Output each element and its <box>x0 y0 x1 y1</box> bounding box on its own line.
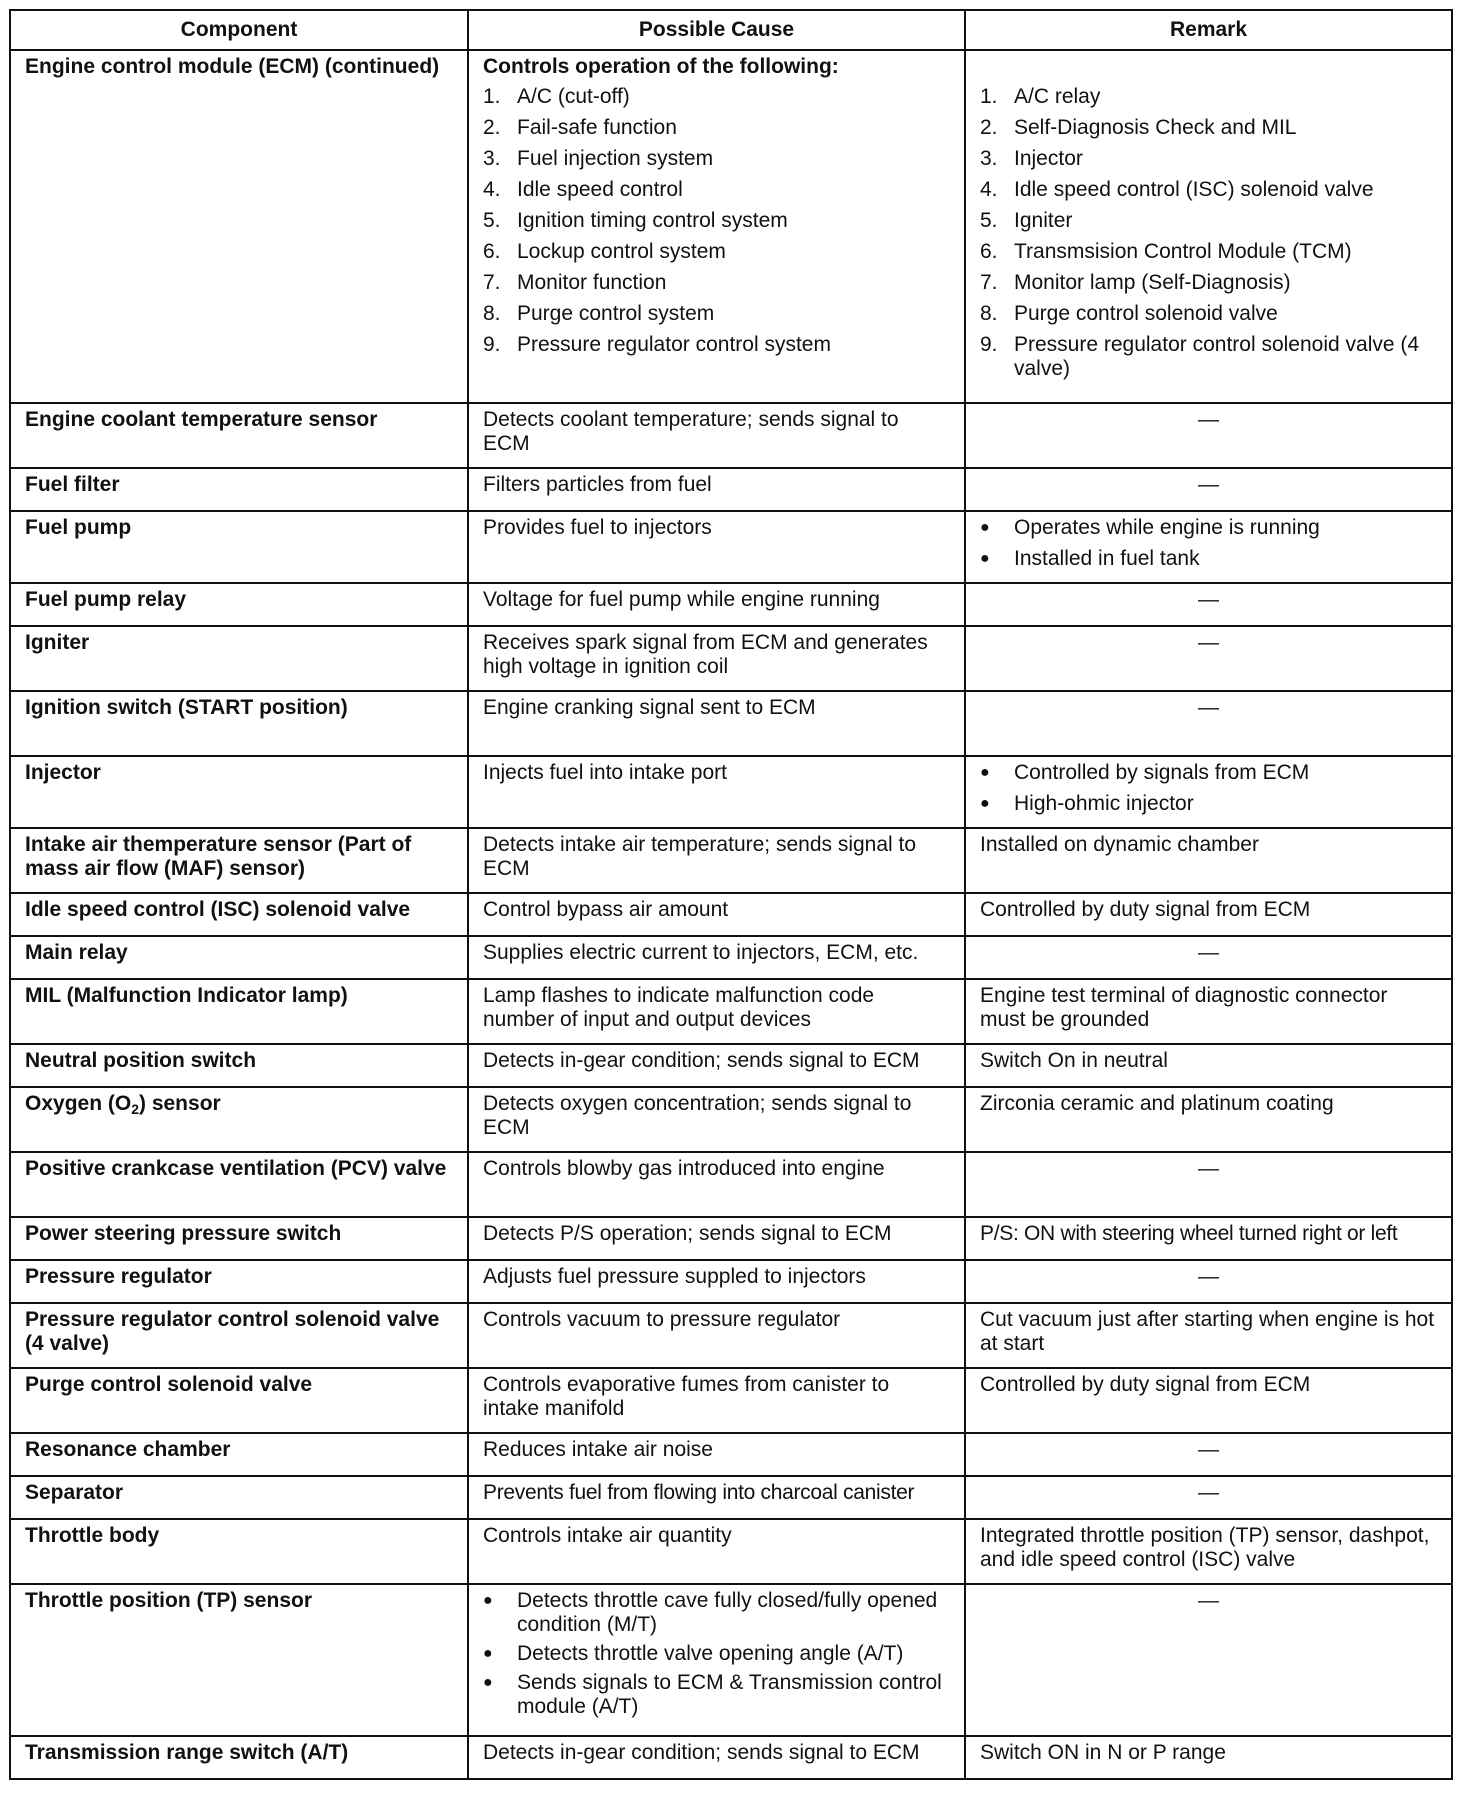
list-item: 1. A/C relay <box>980 85 1101 108</box>
bullet-icon: ● <box>980 519 990 536</box>
cause-cell: Engine cranking signal sent to ECM <box>468 691 965 756</box>
component-cell: Pressure regulator control solenoid valve (4 valve) <box>10 1303 468 1368</box>
table-row <box>10 936 1452 979</box>
remark-cell: P/S: ON with steering wheel turned right or left <box>965 1217 1452 1260</box>
list-item: 1. A/C (cut-off) <box>483 85 630 108</box>
bullet-icon: ● <box>483 1592 493 1609</box>
remark-cell: — <box>965 691 1452 756</box>
table-row <box>10 828 1452 893</box>
table-row <box>10 1736 1452 1779</box>
cause-cell: Detects in-gear condition; sends signal to ECM <box>468 1736 965 1779</box>
remark-list <box>980 85 1437 381</box>
remark-cell: — <box>965 936 1452 979</box>
cause-cell: Detects oxygen concentration; sends signal to ECM <box>468 1087 965 1152</box>
component-cell: Idle speed control (ISC) solenoid valve <box>10 893 468 936</box>
list-item: 3. Fuel injection system <box>483 147 714 170</box>
component-cell: Purge control solenoid valve <box>10 1368 468 1433</box>
cause-cell: Detects P/S operation; sends signal to ECM <box>468 1217 965 1260</box>
table-row <box>10 893 1452 936</box>
component-cell: Oxygen $(O_2)$ sensor <box>10 1087 468 1152</box>
remark-cell: Cut vacuum just after starting when engine is hot at start <box>965 1303 1452 1368</box>
remark-cell: — <box>965 1433 1452 1476</box>
cause-lead: Controls operation of the following: <box>483 55 839 78</box>
bullet-icon: ● <box>483 1674 493 1691</box>
table-row <box>10 403 1452 468</box>
cause-cell: Detects coolant temperature; sends signal to ECM <box>468 403 965 468</box>
table-row <box>10 1217 1452 1260</box>
cause-cell: Filters particles from fuel <box>468 468 965 511</box>
component-cell: Throttle body <box>10 1519 468 1584</box>
list-item: ● Controlled by signals from ECM <box>980 761 1310 784</box>
cause-cell: Prevents fuel from flowing into charcoal canister <box>468 1476 965 1519</box>
table-row <box>10 1044 1452 1087</box>
remark-cell <box>965 756 1452 828</box>
header-possible-cause: Possible Cause <box>468 10 965 50</box>
component-cell: Separator <box>10 1476 468 1519</box>
component-cell: Positive crankcase ventilation (PCV) valve <box>10 1152 468 1217</box>
component-cell: Engine coolant temperature sensor <box>10 403 468 468</box>
component-cell: Power steering pressure switch <box>10 1217 468 1260</box>
cause-cell: Voltage for fuel pump while engine running <box>468 583 965 626</box>
component-cell: Transmission range switch (A/T) <box>10 1736 468 1779</box>
list-item: ● Operates while engine is running <box>980 516 1320 539</box>
table-row <box>10 1368 1452 1433</box>
remark-cell: Installed on dynamic chamber <box>965 828 1452 893</box>
list-item: ● Installed in fuel tank <box>980 547 1200 570</box>
cause-cell: Controls evaporative fumes from canister to intake manifold <box>468 1368 965 1433</box>
list-item: 7. Monitor function <box>483 271 667 294</box>
list-item: ● Detects throttle cave fully closed/fully opened condition (M/T) <box>483 1589 938 1636</box>
table-row <box>10 1519 1452 1584</box>
component-cell: Injector <box>10 756 468 828</box>
table-row <box>10 1087 1452 1152</box>
table-row <box>10 1433 1452 1476</box>
table-row <box>10 979 1452 1044</box>
list-item: ● Sends signals to ECM & Transmission control module (A/T) <box>483 1671 942 1718</box>
remark-cell: — <box>965 1584 1452 1736</box>
component-cell: Igniter <box>10 626 468 691</box>
component-cell: Pressure regulator <box>10 1260 468 1303</box>
table-row <box>10 1584 1452 1736</box>
remark-cell: Integrated throttle position (TP) sensor, dashpot, and idle speed control (ISC) valve <box>965 1519 1452 1584</box>
remark-cell: Switch ON in N or P range <box>965 1736 1452 1779</box>
remark-cell: — <box>965 1152 1452 1217</box>
table-row <box>10 511 1452 583</box>
cause-cell: Provides fuel to injectors <box>468 511 965 583</box>
table-row <box>10 1260 1452 1303</box>
component-cell: Intake air themperature sensor (Part of mass air flow (MAF) sensor) <box>10 828 468 893</box>
bullet-icon: ● <box>980 550 990 567</box>
cause-cell: Supplies electric current to injectors, ECM, etc. <box>468 936 965 979</box>
list-item: 5. Igniter <box>980 209 1073 232</box>
list-item: 6. Transmsision Control Module (TCM) <box>980 240 1352 263</box>
header-component: Component <box>10 10 468 50</box>
component-cell: Resonance chamber <box>10 1433 468 1476</box>
remark-cell <box>965 511 1452 583</box>
list-item: 2. Self-Diagnosis Check and MIL <box>980 116 1297 139</box>
cause-cell: Receives spark signal from ECM and generates high voltage in ignition coil <box>468 626 965 691</box>
remark-cell: — <box>965 626 1452 691</box>
component-cell: Throttle position (TP) sensor <box>10 1584 468 1736</box>
remark-cell: Zirconia ceramic and platinum coating <box>965 1087 1452 1152</box>
component-cell: Fuel filter <box>10 468 468 511</box>
component-cell: MIL (Malfunction Indicator lamp) <box>10 979 468 1044</box>
table-row <box>10 756 1452 828</box>
component-cell: Neutral position switch <box>10 1044 468 1087</box>
cause-cell: Detects in-gear condition; sends signal to ECM <box>468 1044 965 1087</box>
remark-cell: Controlled by duty signal from ECM <box>965 893 1452 936</box>
component-table <box>9 9 1453 1780</box>
cause-cell: Controls vacuum to pressure regulator <box>468 1303 965 1368</box>
bullet-icon: ● <box>483 1645 493 1662</box>
table-row <box>10 50 1452 403</box>
cause-cell: Controls blowby gas introduced into engine <box>468 1152 965 1217</box>
list-item: 4. Idle speed control (ISC) solenoid valve <box>980 178 1374 201</box>
cause-list <box>483 85 950 357</box>
component-cell: Fuel pump relay <box>10 583 468 626</box>
header-remark: Remark <box>965 10 1452 50</box>
remark-cell: — <box>965 468 1452 511</box>
cause-list <box>483 1589 950 1719</box>
cause-cell: Control bypass air amount <box>468 893 965 936</box>
remark-list <box>980 761 1437 816</box>
list-item: 6. Lockup control system <box>483 240 726 263</box>
table-row <box>10 691 1452 756</box>
table-row <box>10 1476 1452 1519</box>
remark-cell: Controlled by duty signal from ECM <box>965 1368 1452 1433</box>
remark-cell: Switch On in neutral <box>965 1044 1452 1087</box>
list-item: 4. Idle speed control <box>483 178 683 201</box>
list-item: 8. Purge control solenoid valve <box>980 302 1278 325</box>
table-row <box>10 1303 1452 1368</box>
component-cell: Engine control module (ECM) (continued) <box>10 50 468 403</box>
remark-cell: — <box>965 403 1452 468</box>
component-cell: Main relay <box>10 936 468 979</box>
header-row <box>10 10 1452 50</box>
cause-cell: Adjusts fuel pressure suppled to injectors <box>468 1260 965 1303</box>
list-item: 2. Fail-safe function <box>483 116 677 139</box>
table-row <box>10 626 1452 691</box>
component-cell: Ignition switch (START position) <box>10 691 468 756</box>
remark-list <box>980 516 1437 571</box>
list-item: 7. Monitor lamp (Self-Diagnosis) <box>980 271 1291 294</box>
cause-cell <box>468 50 965 403</box>
list-item: ● High-ohmic injector <box>980 792 1194 815</box>
list-item: 8. Purge control system <box>483 302 715 325</box>
bullet-icon: ● <box>980 764 990 781</box>
remark-cell: — <box>965 583 1452 626</box>
remark-cell: Engine test terminal of diagnostic connector must be grounded <box>965 979 1452 1044</box>
cause-cell: Detects intake air temperature; sends signal to ECM <box>468 828 965 893</box>
remark-cell: — <box>965 1476 1452 1519</box>
table-row <box>10 583 1452 626</box>
list-item: 9. Pressure regulator control system <box>483 333 831 356</box>
list-item: 5. Ignition timing control system <box>483 209 788 232</box>
cause-cell: Lamp flashes to indicate malfunction code number of input and output devices <box>468 979 965 1044</box>
cause-cell: Controls intake air quantity <box>468 1519 965 1584</box>
bullet-icon: ● <box>980 795 990 812</box>
table-row <box>10 468 1452 511</box>
remark-cell <box>965 50 1452 403</box>
cause-cell: Reduces intake air noise <box>468 1433 965 1476</box>
cause-cell <box>468 1584 965 1736</box>
component-cell: Fuel pump <box>10 511 468 583</box>
remark-cell: — <box>965 1260 1452 1303</box>
list-item: ● Detects throttle valve opening angle (A/T) <box>483 1642 904 1665</box>
list-item: 9. Pressure regulator control solenoid valve (4 valve) <box>980 333 1420 380</box>
list-item: 3. Injector <box>980 147 1083 170</box>
table-row <box>10 1152 1452 1217</box>
cause-cell: Injects fuel into intake port <box>468 756 965 828</box>
